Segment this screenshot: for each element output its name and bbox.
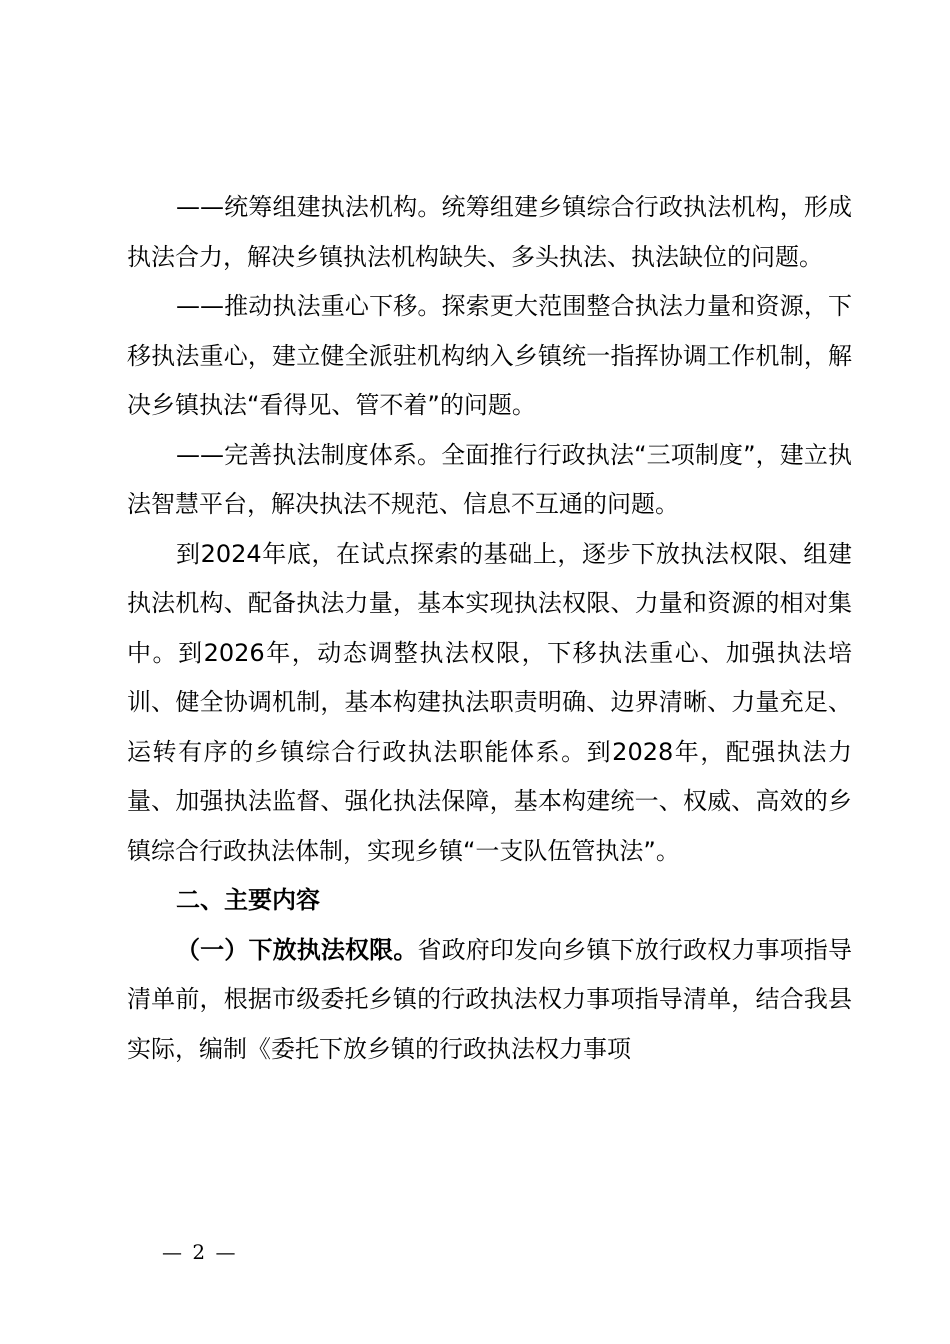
paragraph-enforcement-focus: ——推动执法重心下移。探索更大范围整合执法力量和资源，下移执法重心，建立健全派驻机构纳入乡镇统一指挥协调工作机制，解决乡镇执法“看得见、管不着”的问题。 — [127, 292, 852, 419]
document-body — [127, 183, 852, 1074]
page-number: — 2 — — [162, 1240, 238, 1264]
paragraph-execution-agency: ——统筹组建执法机构。统筹组建乡镇综合行政执法机构，形成执法合力，解决乡镇执法机构缺失、多头执法、执法缺位的问题。 — [127, 193, 852, 271]
subsection-text: 省政府印发向乡镇下放行政权力事项指导清单前，根据市级委托乡镇的行政执法权力事项指导清单，结合我县实际，编制《委托下放乡镇的行政执法权力事项 — [127, 935, 853, 1063]
section-heading: 二、主要内容 — [176, 886, 320, 914]
subsection-heading: （一）下放执法权限。 — [176, 935, 418, 964]
paragraph-targets: 到2024年底，在试点探索的基础上，逐步下放执法权限、组建执法机构、配备执法力量，基本实现执法权限、力量和资源的相对集中。到2026年，动态调整执法权限，下移执法重心、加强执法培训、健全协调机制，基本构建执法职责明确、边界清晰、力量充足、运转有序的乡镇综合行政执法职能体系。到2028年，配强执法力量、加强执法监督、强化执法保障，基本构建统一、权威、高效的乡镇综合行政执法体制，实现乡镇“一支队伍管执法”。 — [127, 539, 852, 865]
paragraph-enforcement-system: ——完善执法制度体系。全面推行行政执法“三项制度”，建立执法智慧平台，解决执法不规范、信息不互通的问题。 — [127, 440, 852, 518]
paragraph-delegate-authority — [127, 926, 852, 1075]
